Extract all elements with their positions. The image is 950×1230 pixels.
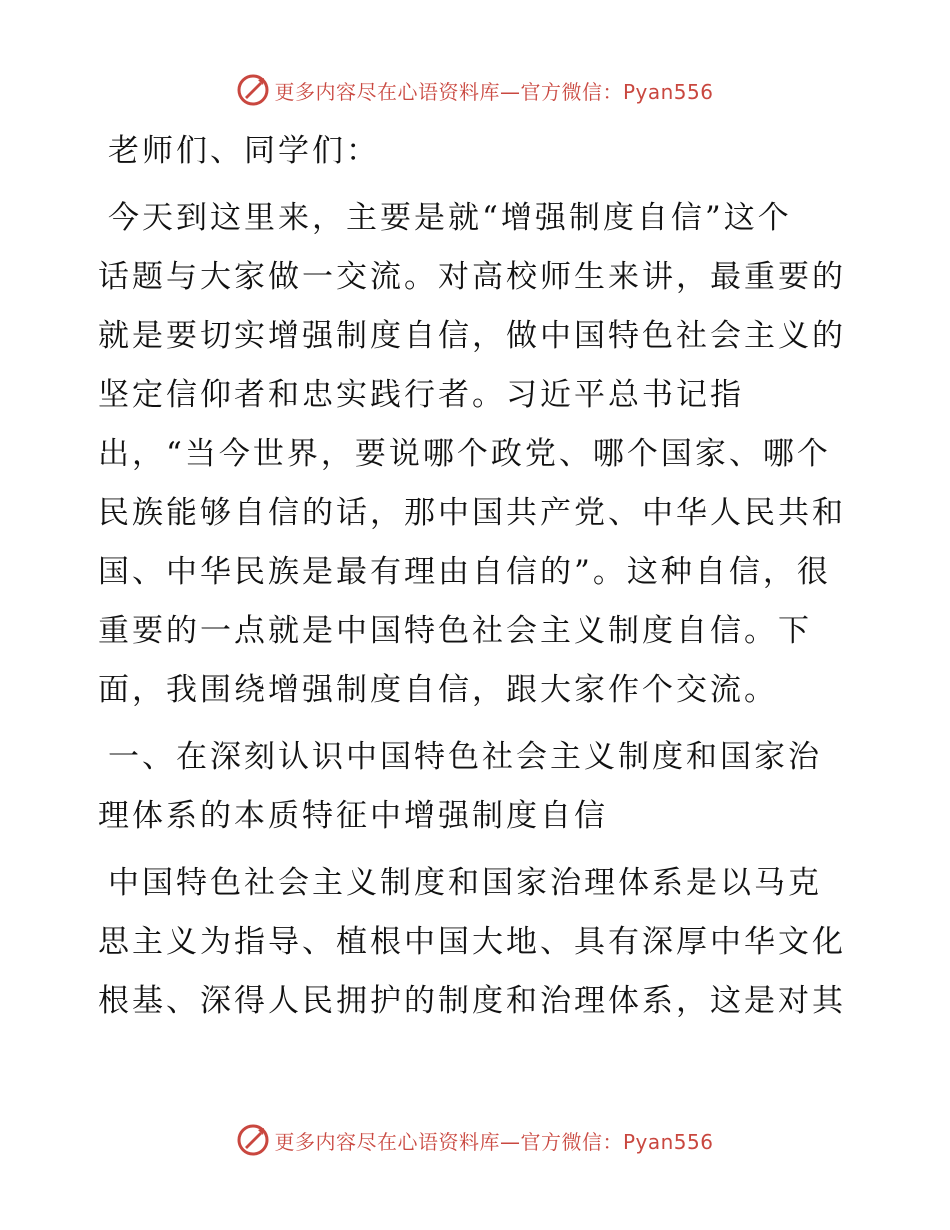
watermark-text: 更多内容尽在心语资料库—官方微信：Pyan556: [274, 79, 714, 104]
intro-paragraph: [98, 189, 858, 720]
paragraph-line: 国、中华民族是最有理由自信的”。这种自信，很: [98, 554, 831, 590]
watermark-text: 更多内容尽在心语资料库—官方微信：Pyan556: [274, 1129, 714, 1154]
header-watermark: [0, 70, 950, 110]
quill-logo-icon: [236, 73, 270, 107]
paragraph-line: 思主义为指导、植根中国大地、具有深厚中华文化: [98, 924, 846, 960]
paragraph-line: 坚定信仰者和忠实践行者。习近平总书记指: [98, 377, 744, 413]
paragraph-line: 今天到这里来，主要是就“增强制度自信”这个: [108, 200, 792, 236]
heading-line: 一、在深刻认识中国特色社会主义制度和国家治: [108, 739, 822, 775]
footer-watermark: [0, 1120, 950, 1160]
section-heading: [98, 728, 858, 846]
document-body: [98, 122, 858, 1031]
section-paragraph: [98, 854, 858, 1031]
paragraph-line: 出，“当今世界，要说哪个政党、哪个国家、哪个: [98, 436, 831, 472]
heading-line: 理体系的本质特征中增强制度自信: [98, 798, 608, 834]
paragraph-line: 民族能够自信的话，那中国共产党、中华人民共和: [98, 495, 846, 531]
paragraph-line: 就是要切实增强制度自信，做中国特色社会主义的: [98, 318, 846, 354]
greeting: 老师们、同学们：: [108, 133, 380, 169]
quill-logo-icon: [236, 1123, 270, 1157]
paragraph-line: 中国特色社会主义制度和国家治理体系是以马克: [108, 865, 822, 901]
paragraph-line: 话题与大家做一交流。对高校师生来讲，最重要的: [98, 259, 846, 295]
paragraph-line: 重要的一点就是中国特色社会主义制度自信。下: [98, 613, 812, 649]
paragraph-line: 根基、深得人民拥护的制度和治理体系，这是对其: [98, 983, 846, 1019]
paragraph-line: 面，我围绕增强制度自信，跟大家作个交流。: [98, 672, 778, 708]
